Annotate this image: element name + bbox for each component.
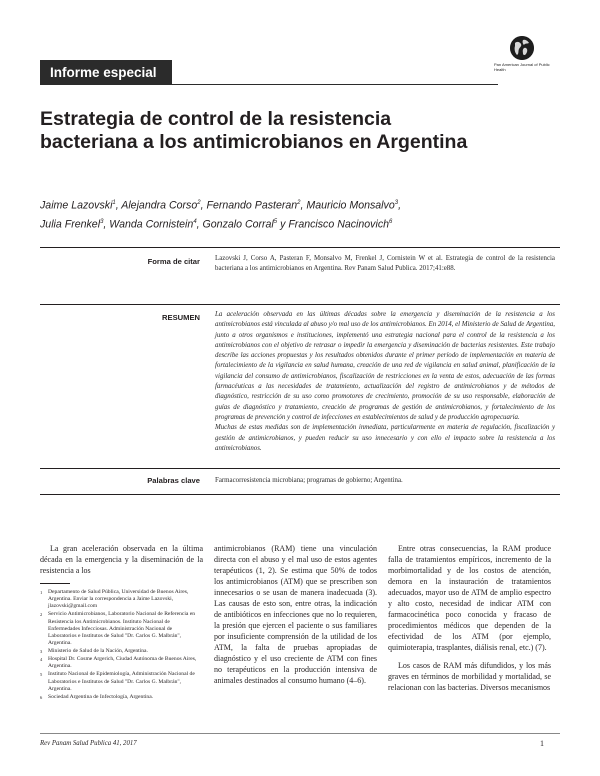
body-paragraph: antimicrobianos (RAM) tiene una vinculación directa con el abuso y el mal uso de estos agentes terapéuticos (1, 2). Se estima que 50% de todos los antimicrobianos (ATM) que se prescriben son innecesarios o se usan de manera inadecuada (3). Las causas de esto son, entre otras, la indicación de antibióticos en infecciones que no lo requieren, la presión que ejercen el paciente o sus familiares por insuficiente comprensión de la utilidad de los ATM, la falta de pruebas apropiadas de diagnóstico y el uso creciente de ATM con fines no terapéuticos en la producción intensiva de animales destinados al consumo humano (4–6). bbox=[214, 544, 377, 685]
author-name: Wanda Cornistein bbox=[109, 218, 194, 231]
citation-text: Lazovski J, Corso A, Pasteran F, Monsalvo M, Frenkel J, Cornistein W et al. Estrategia de control de la resistencia bacteriana a los antimicrobianos en Argentina. Rev Panam Salud Publica. 2017;41:e88. bbox=[215, 255, 555, 273]
author-name: Alejandra Corso bbox=[121, 199, 198, 212]
page-number: 1 bbox=[540, 739, 544, 748]
journal-logo-text: Pan American Journal of Public Health bbox=[494, 62, 550, 72]
globe-logo-icon bbox=[510, 36, 534, 60]
citation-label: Forma de citar bbox=[147, 257, 200, 266]
author-affiliation: 1 bbox=[112, 200, 116, 206]
section-divider bbox=[40, 494, 560, 495]
keywords-text: Farmacorresistencia microbiana; programas de gobierno; Argentina. bbox=[215, 477, 403, 484]
footnote: 5 Instituto Nacional de Epidemiología, Administración Nacional de Laboratorios e Institutos de Salud "Dr. Carlos G. Malbrán", Argentina. bbox=[40, 671, 195, 692]
header-divider bbox=[172, 84, 498, 85]
section-label: Informe especial bbox=[40, 60, 172, 85]
journal-reference: Rev Panam Salud Publica 41, 2017 bbox=[40, 740, 137, 747]
section-divider bbox=[40, 304, 560, 305]
article-title: Estrategia de control de la resistencia bacteriana a los antimicrobianos en Argentina bbox=[40, 108, 468, 153]
author-name: Julia Frenkel bbox=[40, 218, 101, 231]
author-affiliation: 2 bbox=[297, 200, 301, 206]
body-paragraph: Los casos de RAM más difundidos, y los más graves en términos de morbilidad y mortalidad, se relacionan con las bacterias. Diversos mecanismos bbox=[388, 661, 551, 692]
footnote: 6 Sociedad Argentina de Infectología, Argentina. bbox=[40, 693, 154, 700]
resumen-paragraph: Muchas de estas medidas son de implementación inmediata, particularmente en materia de regulación, fiscalización y gestión de antimicrobianos, y pueden reducir su uso innecesario y con ello el impacto sobre la resistencia a los antimicrobianos. bbox=[215, 424, 555, 452]
author-affiliation: 3 bbox=[100, 218, 104, 225]
author-list: Jaime Lazovski$^1$, Alejandra Corso$^2$, Fernando Pasteran$^2$, Mauricio Monsalvo$^3$, Julia Frenkel$^3$, Wanda Cornistein$^4$, Gonzalo Corral$^5$ y Francisco Nacinovich$^6$ bbox=[40, 199, 402, 231]
author-affiliation: 6 bbox=[389, 218, 393, 225]
body-column-3 bbox=[388, 543, 551, 693]
section-divider bbox=[40, 468, 560, 469]
body-paragraph: La gran aceleración observada en la última década en la emergencia y la diseminación de la resistencia a los bbox=[40, 544, 203, 575]
section-divider bbox=[40, 247, 560, 248]
body-column-1 bbox=[40, 543, 203, 576]
author-name: Fernando Pasteran bbox=[206, 199, 298, 212]
resumen-label: RESUMEN bbox=[162, 313, 200, 322]
author-affiliation: 4 bbox=[193, 218, 197, 225]
footnote: 4 Hospital Dr. Cosme Argerich, Ciudad Autónoma de Buenos Aires, Argentina. bbox=[40, 656, 197, 670]
author-name: Francisco Nacinovich bbox=[288, 218, 390, 231]
footnotes bbox=[40, 589, 200, 702]
footnote: 1 Departamento de Salud Pública, Universidad de Buenos Aires, Argentina. Enviar la correspondencia a Jaime Lazovski, jlazovski@gmail.com bbox=[40, 589, 189, 610]
author-name: Gonzalo Corral bbox=[202, 218, 274, 231]
resumen-text bbox=[215, 310, 555, 454]
body-paragraph: Entre otras consecuencias, la RAM produce falla de tratamientos empíricos, incremento de la morbimortalidad y de los costos de atención, demora en la instauración de tratamientos adecuados, mayor uso de ATM de amplio espectro y alto costo, necesidad de indicar ATM con farmacocinética poco conocida y fracaso de procedimientos médicos que dependen de la efectividad de los ATM (por ejemplo, quimioterapia, trasplantes, diálisis renal, etc.) (7). bbox=[388, 544, 551, 652]
author-affiliation: 3 bbox=[394, 200, 399, 206]
body-column-2 bbox=[214, 543, 377, 686]
footnote: 3 Ministerio de Salud de la Nación, Argentina. bbox=[40, 648, 148, 655]
author-affiliation: 5 bbox=[273, 218, 278, 225]
footnote-rule bbox=[40, 583, 70, 584]
keywords-label: Palabras clave bbox=[147, 476, 200, 485]
resumen-paragraph: La aceleración observada en las últimas décadas sobre la emergencia y diseminación de la resistencia a los antimicrobianos está vinculada al abuso y/o mal uso de los antimicrobianos. En 2014, el Ministerio de Salud de Argentina, junto a otros organismos e instituciones, implementó una estrategia nacional para el control de la resistencia a los antimicrobianos con el objetivo de retrasar o impedir la emergencia y diseminación de bacterias resistentes. Este trabajo describe las acciones propuestas y los resultados obtenidos durante el primer período de implementación en materia de fortalecimiento de la vigilancia en salud humana, creación de una red de vigilancia en salud animal, planificación de la vigilancia del consumo de antimicrobianos, fiscalización de restricciones en la venta de estos, adecuación de las formas farmacéuticas a las necesidades de tratamiento, actualización del registro de antimicrobianos y de métodos de diagnóstico, restricción de su uso como promotores de crecimiento, promoción de su uso responsable, elaboración de guías de diagnóstico y tratamiento, creación de programas de gestión de antimicrobianos, y fortalecimiento de los programas de prevención y control de infecciones en establecimientos de salud y de producción agropecuaria. bbox=[215, 311, 555, 421]
footnote: 2 Servicio Antimicrobianos, Laboratorio Nacional de Referencia en Resistencia los Antimicrobianos. Instituto Nacional de Enfermedades Infecciosas. Administración Nacional de Laboratorios e Institutos de Salud "Dr. Carlos G. Malbrán", Argentina. bbox=[40, 611, 196, 647]
author-affiliation: 2 bbox=[197, 200, 201, 206]
footer-divider bbox=[40, 733, 560, 734]
author-name: Jaime Lazovski bbox=[40, 199, 113, 212]
author-name: Mauricio Monsalvo bbox=[306, 199, 395, 212]
